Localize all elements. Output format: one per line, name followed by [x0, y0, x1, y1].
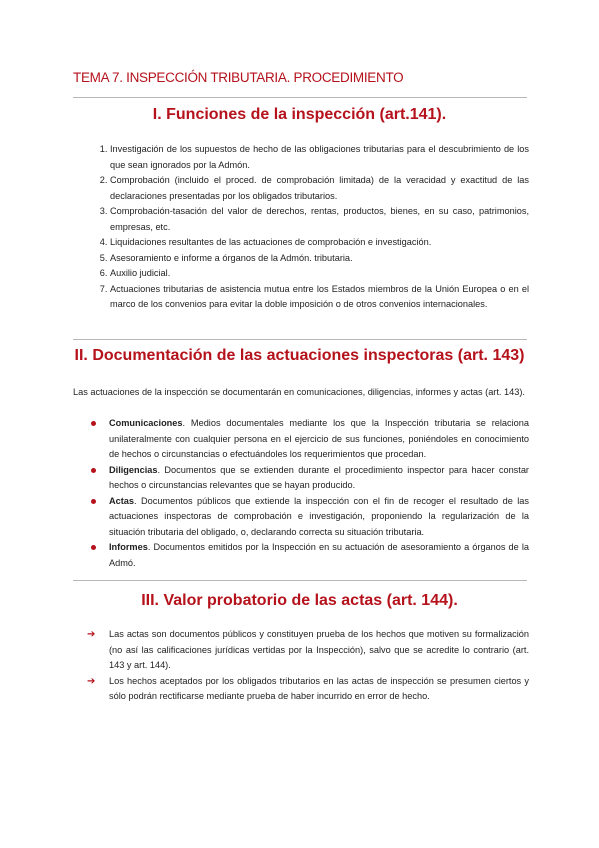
list-item: 4. Liquidaciones resultantes de las actuaciones de comprobación e investigación. [110, 235, 529, 251]
section-1-heading: I. Funciones de la inspección (art.141). [152, 106, 447, 123]
definition: . Documentos que se extienden durante el procedimiento inspector para hacer constar hechos o circunstancias relevantes que se hayan producido. [109, 464, 529, 490]
section-1-list [73, 142, 529, 313]
bullet-icon [91, 421, 96, 426]
term: Diligencias [109, 464, 158, 475]
list-item: 7. Actuaciones tributarias de asistencia mutua entre los Estados miembros de la Unión Europea o en el marco de los convenios para evitar la doble imposición o de otros convenios internacionales. [110, 282, 529, 313]
list-item: 6. Auxilio judicial. [110, 266, 529, 282]
arrow-right-icon: ➔ [87, 629, 96, 640]
bullet-icon [91, 468, 96, 473]
arrow-right-icon: ➔ [87, 675, 96, 687]
list-item: 1. Investigación de los supuestos de hecho de las obligaciones tributarias para el descubrimiento de los que sean ignorados por la Admón. [110, 142, 529, 173]
section-2-list [73, 416, 529, 571]
definition: . Medios documentales mediante los que la Inspección tributaria se relaciona unilateralmente con cualquier persona en el ejercicio de sus funciones, poniéndoles en conocimiento de hechos o circunstancias o efectuándoles los requerimientos que procedan. [109, 418, 529, 459]
list-item: 5. Asesoramiento e informe a órganos de la Admón. tributaria. [110, 251, 529, 267]
bullet-icon [91, 499, 96, 504]
list-item: 2. Comprobación (incluido el proced. de comprobación limitada) de la veracidad y exactitud de las declaraciones presentadas por los obligados tributarios. [110, 173, 529, 204]
definition: . Documentos públicos que extiende la inspección con el fin de recoger el resultado de las actuaciones inspectoras de comprobación e investigación, proponiendo la regularización de la situación tributaria del obligado, o, declarando correcta su situación tributaria. [109, 495, 529, 537]
list-item [109, 416, 529, 463]
list-item [109, 463, 529, 494]
section-3-heading: III. Valor probatorio de las actas (art. 144). [141, 592, 458, 609]
term: Actas [109, 495, 135, 506]
term: Informes [109, 542, 148, 552]
list-item-text: Las actas son documentos públicos y constituyen prueba de los hechos que motiven su formalización (no así las calificaciones jurídicas vertidas por la Inspección), salvo que se acredite lo contrario (art. 143 y art. 144). [109, 629, 529, 670]
list-item [87, 674, 529, 705]
list-item [109, 494, 529, 541]
section-3-list [73, 627, 529, 705]
list-item: 3. Comprobación-tasación del valor de derechos, rentas, productos, bienes, en su caso, patrimonios, empresas, etc. [110, 204, 529, 235]
list-item-text: Los hechos aceptados por los obligados tributarios en las actas de inspección se presumen ciertos y sólo podrán rectificarse mediante prueba de haber incurrido en error de hecho. [109, 675, 529, 701]
section-2-intro: Las actuaciones de la inspección se documentarán en comunicaciones, diligencias, informes y actas (art. 143). [73, 387, 525, 397]
definition: . Documentos emitidos por la Inspección en su actuación de asesoramiento a órganos de la Admó. [109, 542, 529, 568]
list-item [87, 627, 529, 674]
list-item [109, 540, 529, 571]
bullet-icon [91, 545, 96, 550]
document-title: TEMA 7. INSPECCIÓN TRIBUTARIA. PROCEDIMIENTO [73, 70, 404, 85]
divider [73, 339, 527, 340]
divider [73, 97, 527, 98]
divider [73, 580, 527, 581]
section-2-heading: II. Documentación de las actuaciones inspectoras (art. 143) [74, 347, 525, 364]
term: Comunicaciones [109, 418, 183, 428]
